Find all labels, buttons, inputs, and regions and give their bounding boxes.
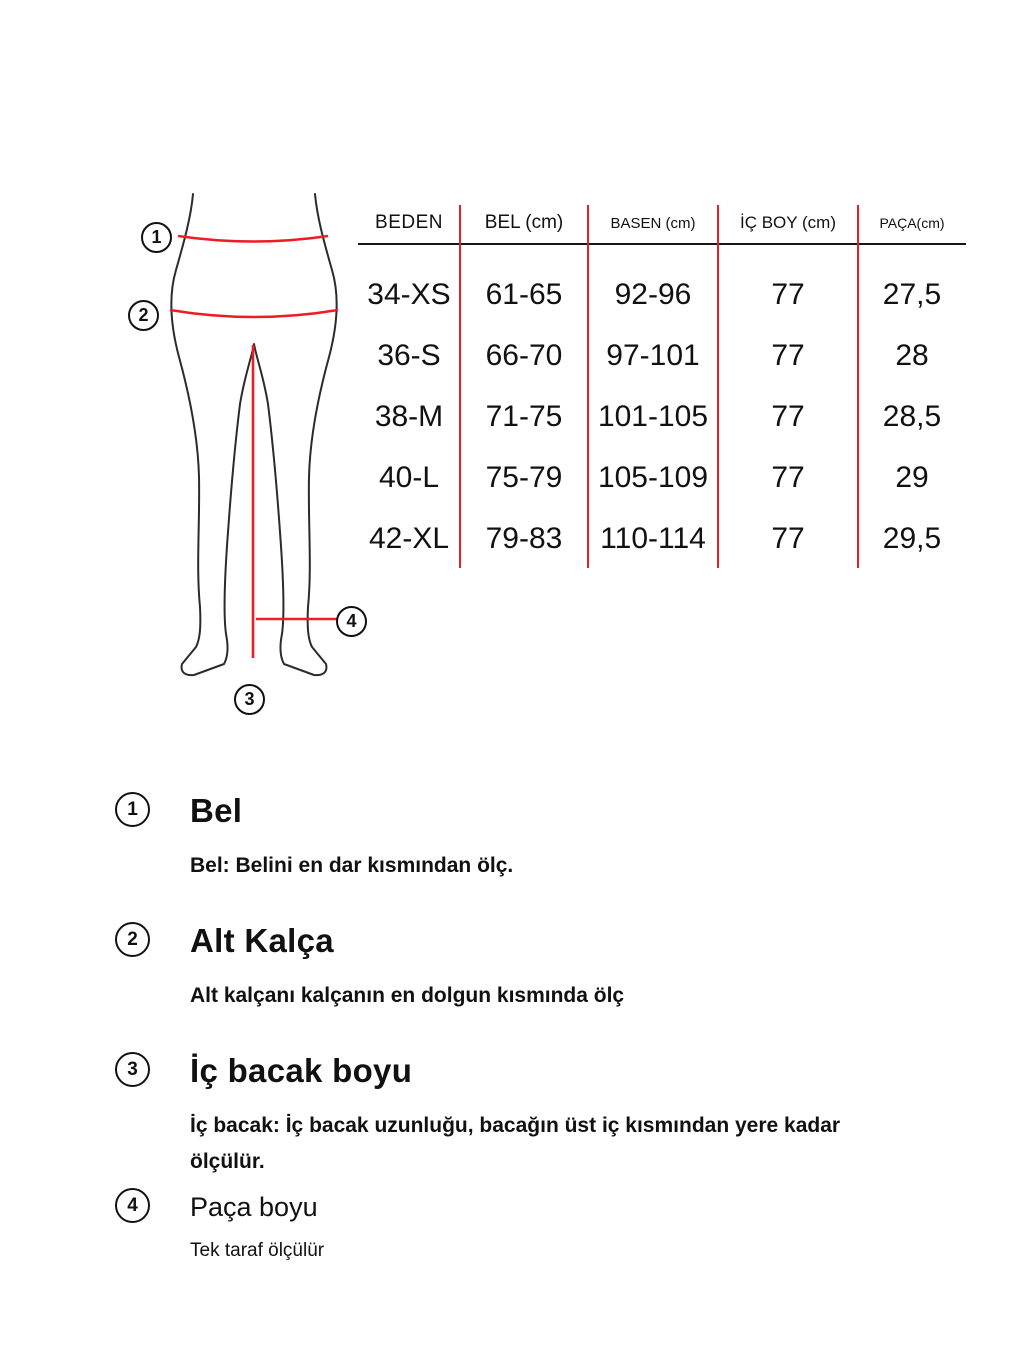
cell-size: 40-L bbox=[378, 460, 440, 494]
cell-ic-boy: 77 bbox=[771, 460, 805, 494]
legend-circle-3 bbox=[115, 1052, 150, 1087]
cell-basen: 110-114 bbox=[600, 521, 706, 555]
size-table bbox=[358, 203, 966, 570]
cell-basen: 105-109 bbox=[597, 460, 709, 494]
legend-desc-paca: Tek taraf ölçülür bbox=[190, 1240, 325, 1261]
legs-figure-svg bbox=[138, 192, 370, 684]
legend-number-2: 2 bbox=[127, 928, 138, 950]
callout-1-waist bbox=[141, 222, 172, 253]
cell-bel: 75-79 bbox=[485, 460, 563, 494]
legend-circle-2 bbox=[115, 922, 150, 957]
header-bel: BEL (cm) bbox=[484, 212, 564, 233]
legend-desc-ic-bacak: İç bacak: İç bacak uzunluğu, bacağın üst iç kısmından yere kadar ölçülür. bbox=[190, 1114, 841, 1173]
cell-paca: 28 bbox=[895, 338, 929, 372]
legend-title-bel: Bel bbox=[190, 792, 243, 829]
table-header-divider bbox=[358, 243, 966, 245]
callout-1-number: 1 bbox=[151, 227, 162, 247]
cell-ic-boy: 77 bbox=[771, 521, 805, 555]
size-table-grid bbox=[358, 203, 966, 569]
legend-item-paca bbox=[113, 1188, 913, 1266]
legend-number-3: 3 bbox=[127, 1058, 138, 1080]
callout-4-hem bbox=[336, 606, 367, 637]
measurement-figure bbox=[138, 192, 370, 684]
legend-item-bel bbox=[113, 792, 913, 884]
table-column-divider bbox=[717, 205, 719, 568]
cell-bel: 71-75 bbox=[485, 399, 563, 433]
cell-ic-boy: 77 bbox=[771, 338, 805, 372]
cell-basen: 92-96 bbox=[614, 277, 692, 311]
table-column-divider bbox=[587, 205, 589, 568]
legend-title-alt-kalca: Alt Kalça bbox=[190, 922, 334, 959]
legend-item-alt-kalca bbox=[113, 922, 913, 1014]
cell-size: 34-XS bbox=[367, 277, 451, 311]
cell-paca: 27,5 bbox=[882, 277, 942, 311]
hip-measure-line bbox=[170, 310, 338, 317]
legend-title-ic-bacak: İç bacak boyu bbox=[190, 1052, 413, 1089]
cell-paca: 29,5 bbox=[882, 521, 942, 555]
legend-number-4: 4 bbox=[127, 1194, 138, 1216]
waist-measure-line bbox=[178, 236, 328, 242]
header-ic-boy: İÇ BOY (cm) bbox=[739, 213, 837, 232]
cell-size: 38-M bbox=[374, 399, 444, 433]
legend-desc-alt-kalca: Alt kalçanı kalçanın en dolgun kısmında ölç bbox=[190, 984, 625, 1007]
cell-size: 42-XL bbox=[368, 521, 450, 555]
cell-paca: 29 bbox=[895, 460, 929, 494]
table-column-divider bbox=[459, 205, 461, 568]
legend-title-paca: Paça boyu bbox=[190, 1192, 318, 1222]
cell-bel: 61-65 bbox=[485, 277, 563, 311]
header-paca: PAÇA(cm) bbox=[879, 215, 945, 231]
cell-basen: 97-101 bbox=[606, 338, 700, 372]
cell-size: 36-S bbox=[377, 338, 441, 372]
cell-ic-boy: 77 bbox=[771, 399, 805, 433]
cell-ic-boy: 77 bbox=[771, 277, 805, 311]
header-beden: BEDEN bbox=[375, 212, 443, 233]
legend-item-ic-bacak bbox=[113, 1052, 913, 1180]
callout-2-number: 2 bbox=[138, 305, 149, 325]
cell-paca: 28,5 bbox=[882, 399, 942, 433]
table-column-divider bbox=[857, 205, 859, 568]
cell-bel: 66-70 bbox=[485, 338, 563, 372]
cell-basen: 101-105 bbox=[597, 399, 709, 433]
legend-circle-4 bbox=[115, 1188, 150, 1223]
callout-3-inseam bbox=[234, 684, 265, 715]
legend-circle-1 bbox=[115, 792, 150, 827]
callout-4-number: 4 bbox=[346, 611, 357, 631]
cell-bel: 79-83 bbox=[485, 521, 563, 555]
legend-desc-bel: Bel: Belini en dar kısmından ölç. bbox=[190, 854, 514, 877]
header-basen: BASEN (cm) bbox=[610, 214, 696, 232]
callout-3-number: 3 bbox=[244, 689, 255, 709]
legend-number-1: 1 bbox=[127, 798, 138, 820]
callout-2-hip bbox=[128, 300, 159, 331]
